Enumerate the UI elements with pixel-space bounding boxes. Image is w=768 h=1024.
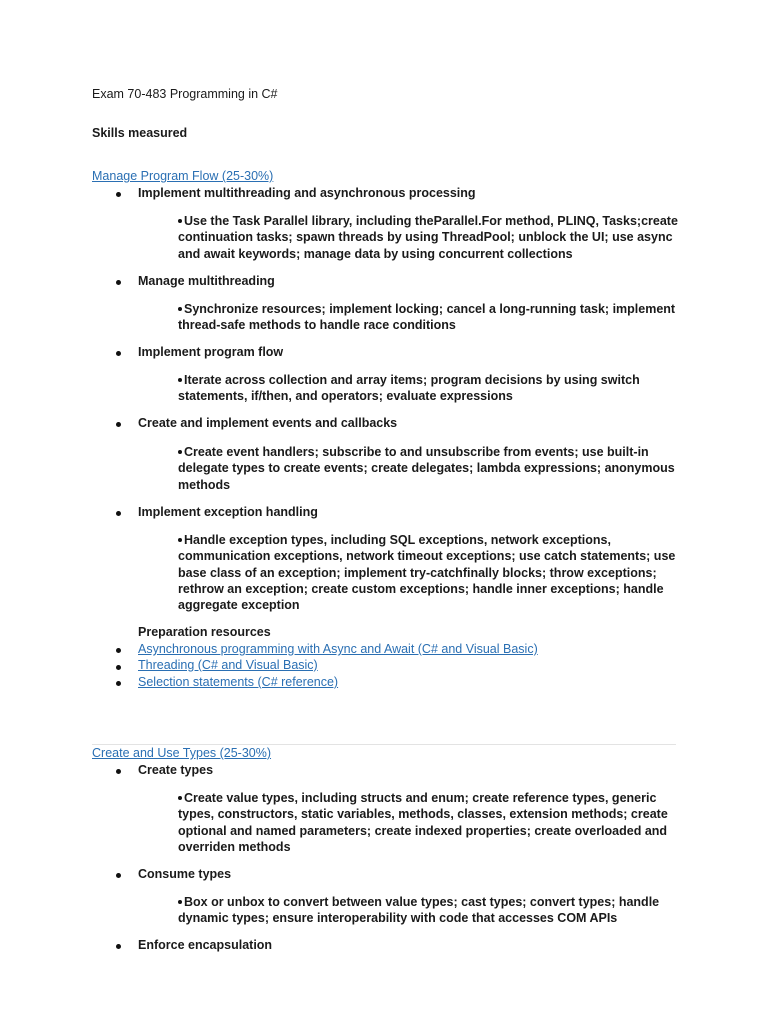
skill-item-label: Enforce encapsulation — [138, 938, 273, 952]
bullet-dot — [116, 681, 121, 686]
sub-bullet-dot — [178, 378, 182, 382]
bullet-dot — [116, 944, 121, 949]
skill-item-label: Consume types — [138, 867, 232, 881]
skill-item-description: Use the Task Parallel library, including theParallel.For method, PLINQ, Tasks;create continuation tasks; spawn threads by using ThreadPool; unblock the UI; use async and await keywords; manage data by using concurrent collections — [178, 214, 678, 261]
bullet-dot — [116, 648, 121, 653]
bullet-dot — [116, 665, 121, 670]
bullet-dot — [116, 192, 121, 197]
doc-subtitle: Skills measured — [92, 126, 188, 140]
bullet-dot — [116, 511, 121, 516]
sub-bullet-dot — [178, 900, 182, 904]
bullet-dot — [116, 769, 121, 774]
skill-item-label: Implement multithreading and asynchronous processing — [138, 186, 476, 200]
skill-item-description: Box or unbox to convert between value types; cast types; convert types; handle dynamic types; ensure interoperability with code that accesses COM APIs — [178, 895, 660, 926]
skill-item-label: Implement program flow — [138, 345, 284, 359]
sub-bullet-dot — [178, 307, 182, 311]
skill-item-description: Create event handlers; subscribe to and unsubscribe from events; use built-in delegate types to create events; create delegates; lambda expressions; anonymous methods — [178, 445, 675, 492]
sub-bullet-dot — [178, 450, 182, 454]
section-divider — [92, 744, 676, 745]
sub-bullet-dot — [178, 538, 182, 542]
prep-link-async-await[interactable]: Asynchronous programming with Async and Await (C# and Visual Basic) — [138, 642, 538, 656]
section-heading-create-use-types[interactable]: Create and Use Types (25-30%) — [92, 746, 272, 760]
bullet-dot — [116, 280, 121, 285]
skill-item-label: Create and implement events and callbacks — [138, 416, 398, 430]
prep-link-threading[interactable]: Threading (C# and Visual Basic) — [138, 658, 318, 672]
preparation-resources-heading: Preparation resources — [138, 625, 271, 639]
doc-title: Exam 70-483 Programming in C# — [92, 87, 278, 101]
prep-link-selection-statements[interactable]: Selection statements (C# reference) — [138, 675, 339, 689]
skill-item-description: Handle exception types, including SQL exceptions, network exceptions, communication exceptions, network timeout exceptions; use catch statements; use base class of an exception; implement try-catchfinally blocks; throw exceptions; rethrow an exception; create custom exceptions; handle inner exceptions; handle aggregate exception — [178, 533, 676, 613]
bullet-dot — [116, 351, 121, 356]
sub-bullet-dot — [178, 219, 182, 223]
bullet-dot — [116, 873, 121, 878]
bullet-dot — [116, 422, 121, 427]
skill-item-description: Iterate across collection and array items; program decisions by using switch statements, if/then, and operators; evaluate expressions — [178, 373, 640, 404]
sub-bullet-dot — [178, 796, 182, 800]
section-heading-manage-program-flow[interactable]: Manage Program Flow (25-30%) — [92, 169, 274, 183]
skill-item-description: Synchronize resources; implement locking; cancel a long-running task; implement thread-safe methods to handle race conditions — [178, 302, 676, 333]
skill-item-description: Create value types, including structs and enum; create reference types, generic types, constructors, static variables, methods, classes, extension methods; create optional and named parameters; create indexed properties; create overloaded and overriden methods — [178, 791, 668, 854]
skill-item-label: Implement exception handling — [138, 505, 318, 519]
skill-item-label: Manage multithreading — [138, 274, 275, 288]
skill-item-label: Create types — [138, 763, 214, 777]
